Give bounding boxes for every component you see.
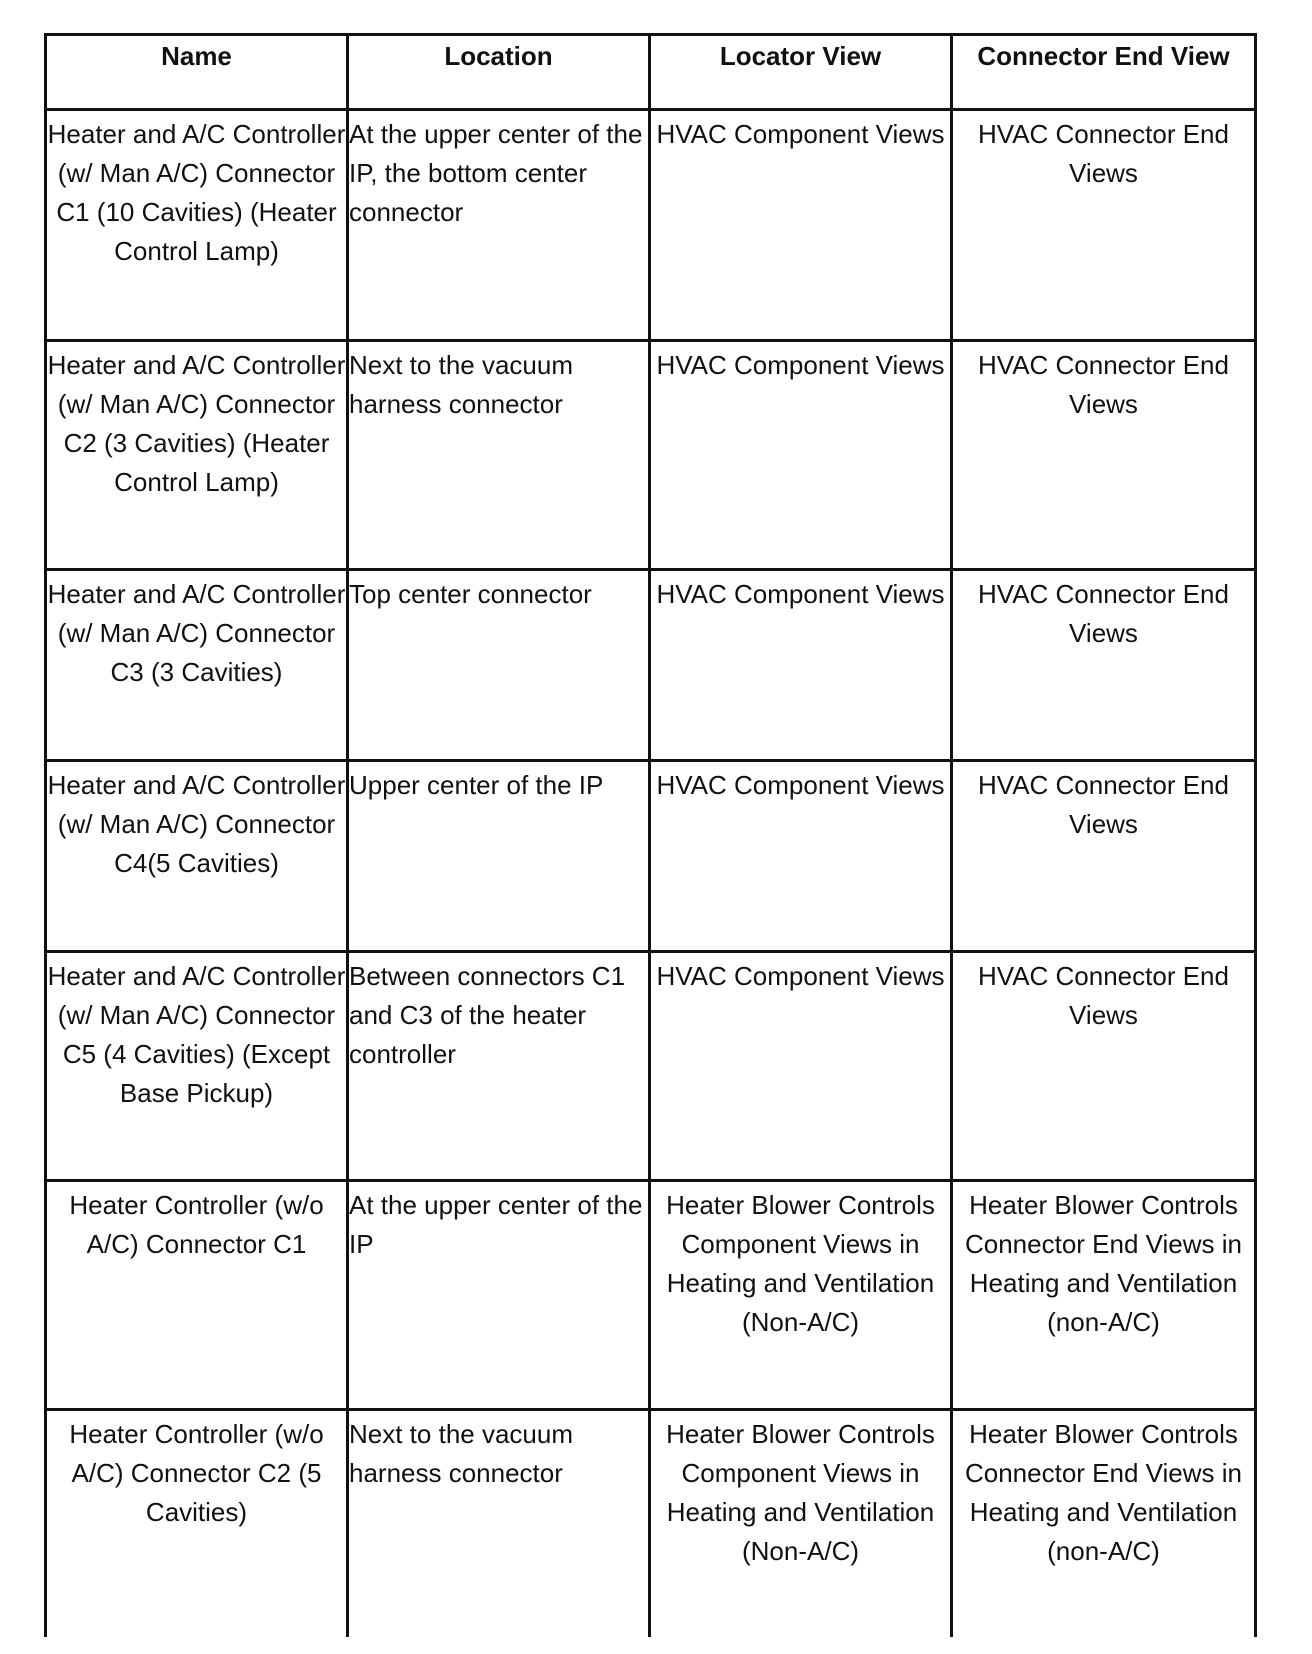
table-row bbox=[46, 341, 1256, 570]
location-cell: Next to the vacuum harness connector bbox=[348, 341, 650, 570]
table-row bbox=[46, 1181, 1256, 1410]
name-cell: Heater and A/C Controller (w/ Man A/C) Connector C3 (3 Cavities) bbox=[46, 570, 348, 761]
name-cell: Heater and A/C Controller (w/ Man A/C) Connector C5 (4 Cavities) (Except Base Pickup) bbox=[46, 952, 348, 1181]
location-cell: Between connectors C1 and C3 of the heater controller bbox=[348, 952, 650, 1181]
header-name: Name bbox=[46, 35, 348, 110]
location-cell: Upper center of the IP bbox=[348, 761, 650, 952]
locator-view-cell: HVAC Component Views bbox=[650, 761, 952, 952]
header-connector-end-view: Connector End View bbox=[952, 35, 1256, 110]
locator-view-cell: HVAC Component Views bbox=[650, 570, 952, 761]
table-row bbox=[46, 570, 1256, 761]
connector-end-view-cell: Heater Blower Controls Connector End Views in Heating and Ventilation (non-A/C) bbox=[952, 1410, 1256, 1638]
location-cell: Top center connector bbox=[348, 570, 650, 761]
locator-view-cell: Heater Blower Controls Component Views in Heating and Ventilation (Non-A/C) bbox=[650, 1181, 952, 1410]
table-header-row bbox=[46, 35, 1256, 110]
name-cell: Heater Controller (w/o A/C) Connector C2 (5 Cavities) bbox=[46, 1410, 348, 1638]
table-row bbox=[46, 761, 1256, 952]
table-row bbox=[46, 952, 1256, 1181]
connector-end-view-cell: Heater Blower Controls Connector End Views in Heating and Ventilation (non-A/C) bbox=[952, 1181, 1256, 1410]
connector-end-view-cell: HVAC Connector End Views bbox=[952, 341, 1256, 570]
connector-end-view-cell: HVAC Connector End Views bbox=[952, 110, 1256, 341]
header-locator-view: Locator View bbox=[650, 35, 952, 110]
locator-view-cell: HVAC Component Views bbox=[650, 952, 952, 1181]
header-location: Location bbox=[348, 35, 650, 110]
location-cell: At the upper center of the IP bbox=[348, 1181, 650, 1410]
name-cell: Heater Controller (w/o A/C) Connector C1 bbox=[46, 1181, 348, 1410]
name-cell: Heater and A/C Controller (w/ Man A/C) Connector C1 (10 Cavities) (Heater Control Lamp) bbox=[46, 110, 348, 341]
table-row bbox=[46, 1410, 1256, 1638]
locator-view-cell: HVAC Component Views bbox=[650, 341, 952, 570]
locator-view-cell: Heater Blower Controls Component Views in Heating and Ventilation (Non-A/C) bbox=[650, 1410, 952, 1638]
connector-end-view-cell: HVAC Connector End Views bbox=[952, 761, 1256, 952]
table-row bbox=[46, 110, 1256, 341]
locator-view-cell: HVAC Component Views bbox=[650, 110, 952, 341]
location-cell: At the upper center of the IP, the bottom center connector bbox=[348, 110, 650, 341]
location-cell: Next to the vacuum harness connector bbox=[348, 1410, 650, 1638]
name-cell: Heater and A/C Controller (w/ Man A/C) Connector C2 (3 Cavities) (Heater Control Lamp) bbox=[46, 341, 348, 570]
connector-end-view-cell: HVAC Connector End Views bbox=[952, 570, 1256, 761]
name-cell: Heater and A/C Controller (w/ Man A/C) Connector C4(5 Cavities) bbox=[46, 761, 348, 952]
connector-end-view-cell: HVAC Connector End Views bbox=[952, 952, 1256, 1181]
connector-table bbox=[44, 33, 1257, 1637]
